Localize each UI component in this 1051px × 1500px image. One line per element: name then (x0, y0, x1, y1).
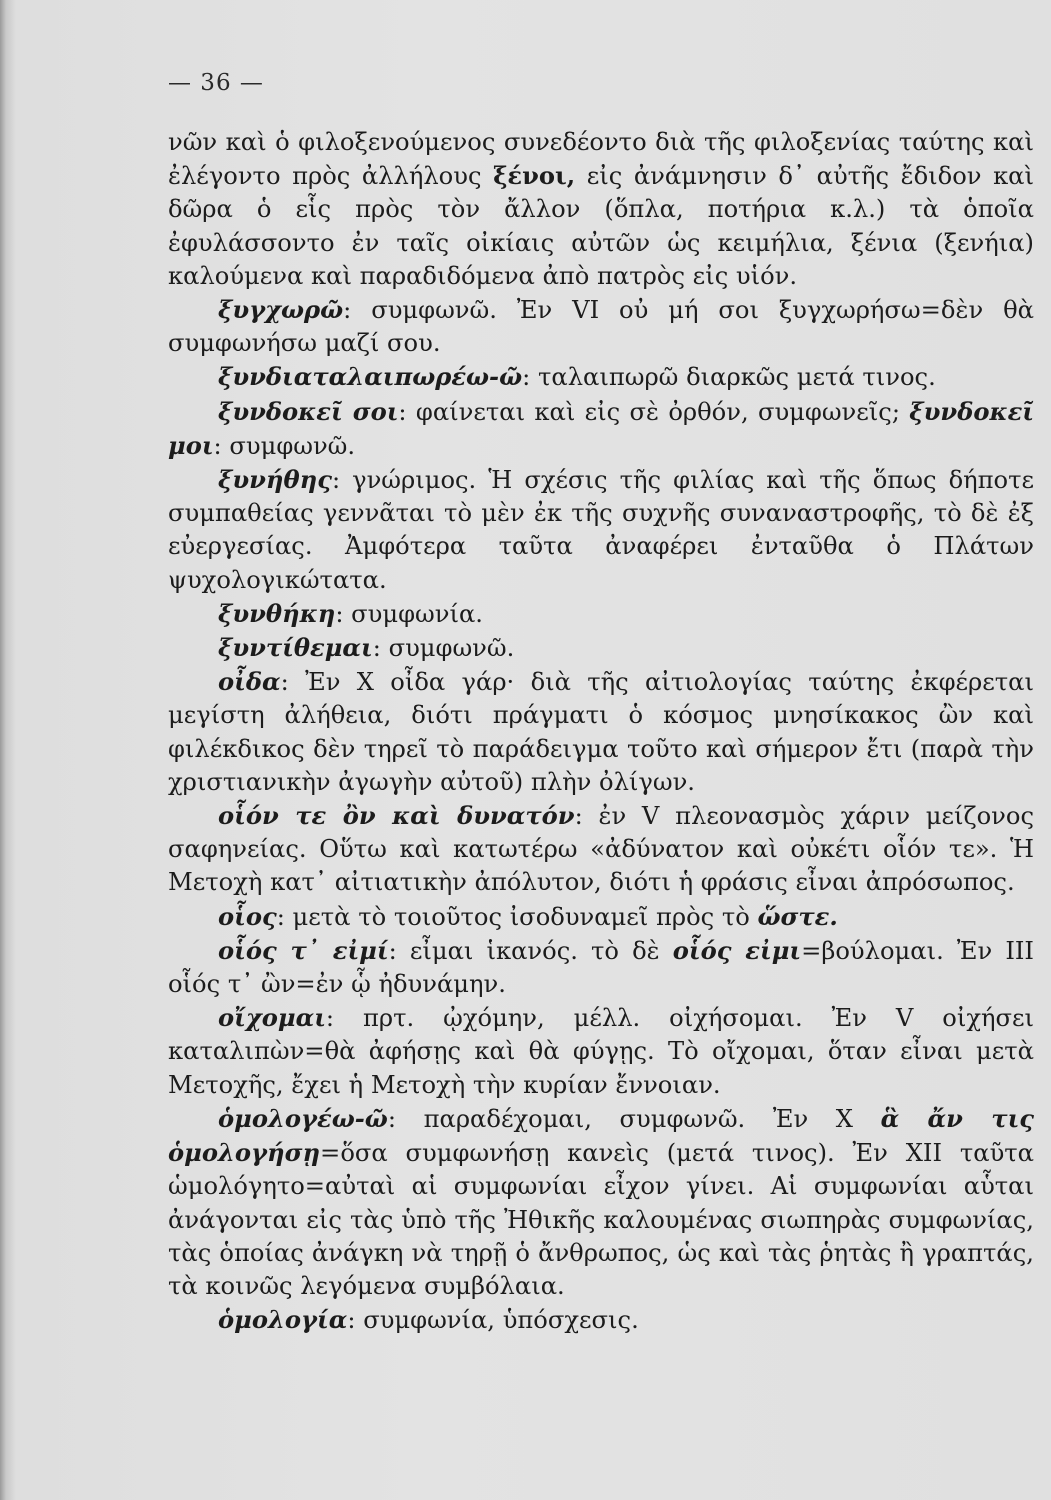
headword: ὁμολογία (218, 1305, 348, 1335)
definition: : συμφωνῶ. Ἐν VI οὐ μή σοι ξυγχωρήσω=δὲν θὰ συμφωνήσω μαζί σου. (168, 296, 1034, 358)
paragraph-text: νῶν καὶ ὁ φιλοξενούμενος συνεδέοντο διὰ τῆς φιλοξενίας ταύτης καὶ ἐλέγοντο πρὸς ἀλλήλους (168, 128, 1034, 191)
glossary-entry (168, 293, 1034, 360)
headword: ξυνδοκεῖ σοι (218, 396, 399, 426)
headword: ξυνθήκη (218, 598, 336, 628)
definition: : εἶμαι ἱκανός. τὸ δὲ (388, 936, 673, 965)
headword: οἷός τ᾽ εἰμί (218, 935, 389, 965)
definition: : συμφωνῶ. (213, 431, 356, 460)
glossary-entry (168, 597, 1034, 631)
definition: : παραδέχομαι, συμφωνῶ. Ἐν X (387, 1104, 881, 1133)
glossary-entry (168, 1102, 1034, 1303)
headword: οἴχομαι (218, 1003, 326, 1033)
headword: οἶδα (218, 667, 281, 697)
glossary-entry (168, 631, 1034, 665)
paragraph-text: εἰς ἀνάμνησιν δ᾽ αὐτῆς ἔδιδον καὶ δῶρα ὁ εἷς πρὸς τὸν ἄλλον (ὅπλα, ποτήρια κ.λ.) τὰ ὁποῖα ἐφυλάσσοντο ἐν ταῖς οἰκίαις αὐτῶν ὡς κειμήλια, ξένια (ξενήια) καλούμενα καὶ παραδιδόμενα ἀπὸ πατρὸς εἰς υἱόν. (168, 162, 1034, 290)
headword: οἷός εἰμι (672, 935, 802, 965)
glossary-entry (168, 360, 1034, 394)
definition: : μετὰ τὸ τοιοῦτος ἰσοδυναμεῖ πρὸς τὸ (276, 902, 758, 931)
definition: : συμφωνία. (335, 599, 483, 628)
definition: =ὅσα συμφωνήσῃ κανεὶς (μετά τινος). Ἐν XII ταῦτα ὡμολόγητο=αὐταὶ αἱ συμφωνίαι εἶχον γίνει. Αἱ συμφωνίαι αὗται ἀνάγονται εἰς τὰς ὑπὸ τῆς Ἠθικῆς καλουμένας σιωπηρὰς συμφωνίας, τὰς ὁποίας ἀνάγκη νὰ τηρῇ ὁ ἄνθρωπος, ὡς καὶ τὰς ῥητὰς ἢ γραπτάς, τὰ κοινῶς λεγόμενα συμβόλαια. (168, 1139, 1034, 1300)
glossary-entry (168, 799, 1034, 900)
page-number: — 36 — (168, 70, 264, 96)
headword: ξυνδοκεῖ μοι (168, 396, 1034, 460)
headword: ξυνδιαταλαιπωρέω-ῶ (218, 362, 523, 392)
definition: =βούλομαι. Ἐν III οἷός τ᾽ ὢν=ἐν ᾧ ἠδυνάμην. (168, 936, 1034, 999)
glossary-text (168, 126, 1034, 1337)
headword: ἃ ἄν τις ὁμολογήσῃ (168, 1103, 1034, 1168)
emphasized-word: ξένοι, (493, 161, 576, 191)
glossary-entry (168, 665, 1034, 799)
glossary-entry (168, 1001, 1034, 1102)
glossary-entry (168, 463, 1034, 597)
definition: : ταλαιπωρῶ διαρκῶς μετά τινος. (522, 363, 936, 392)
definition: : Ἐν X οἶδα γάρ· διὰ τῆς αἰτιολογίας ταύτης ἐκφέρεται μεγίστη ἀλήθεια, διότι πράγματι ὁ κόσμος μνησίκακος ὢν καὶ φιλέκδικος δὲν τηρεῖ τὸ παράδειγμα τοῦτο καὶ σήμερον ἔτι (παρὰ τὴν χριστιανικὴν ἀγωγὴν αὐτοῦ) πλὴν ὀλίγων. (168, 668, 1034, 796)
headword: ξυντίθεμαι (218, 633, 373, 663)
definition: : φαίνεται καὶ εἰς σὲ ὀρθόν, συμφωνεῖς; (398, 397, 910, 426)
definition: : συμφωνία, ὑπόσχεσις. (347, 1306, 639, 1335)
definition: : ἐν V πλεονασμὸς χάριν μείζονος σαφηνείας. Οὕτω καὶ κατωτέρω «ἀδύνατον καὶ οὐκέτι οἷόν τε». Ἡ Μετοχὴ κατ᾽ αἰτιατικὴν ἀπόλυτον, διότι ἡ φράσις εἶναι ἀπρόσωπος. (168, 802, 1034, 897)
definition: : γνώριμος. Ἡ σχέσις τῆς φιλίας καὶ τῆς ὅπως δήποτε συμπαθείας γεννᾶται τὸ μὲν ἐκ τῆς συχνῆς συναναστροφῆς, τὸ δὲ ἐξ εὐεργεσίας. Ἀμφότερα ταῦτα ἀναφέρει ἐνταῦθα ὁ Πλάτων ψυχολογικώτατα. (168, 466, 1034, 594)
definition: : συμφωνῶ. (372, 634, 515, 663)
headword: ὥστε. (757, 901, 838, 931)
headword: ξυγχωρῶ (218, 295, 344, 325)
headword: ξυνήθης (218, 465, 332, 495)
headword: οἷόν τε ὂν καὶ δυνατόν (218, 801, 575, 831)
definition: : πρτ. ᾠχόμην, μέλλ. οἰχήσομαι. Ἐν V οἰχήσει καταλιπὼν=θὰ ἀφήσῃς καὶ θὰ φύγῃς. Τὸ οἴχομαι, ὅταν εἶναι μετὰ Μετοχῆς, ἔχει ἡ Μετοχὴ τὴν κυρίαν ἔννοιαν. (168, 1004, 1034, 1099)
glossary-entry (168, 900, 1034, 934)
headword: ὁμολογέω-ῶ (218, 1103, 388, 1133)
continued-paragraph (168, 126, 1034, 293)
glossary-entry (168, 1303, 1034, 1337)
headword: οἷος (218, 901, 277, 931)
glossary-entry (168, 395, 1034, 463)
glossary-entry (168, 934, 1034, 1001)
